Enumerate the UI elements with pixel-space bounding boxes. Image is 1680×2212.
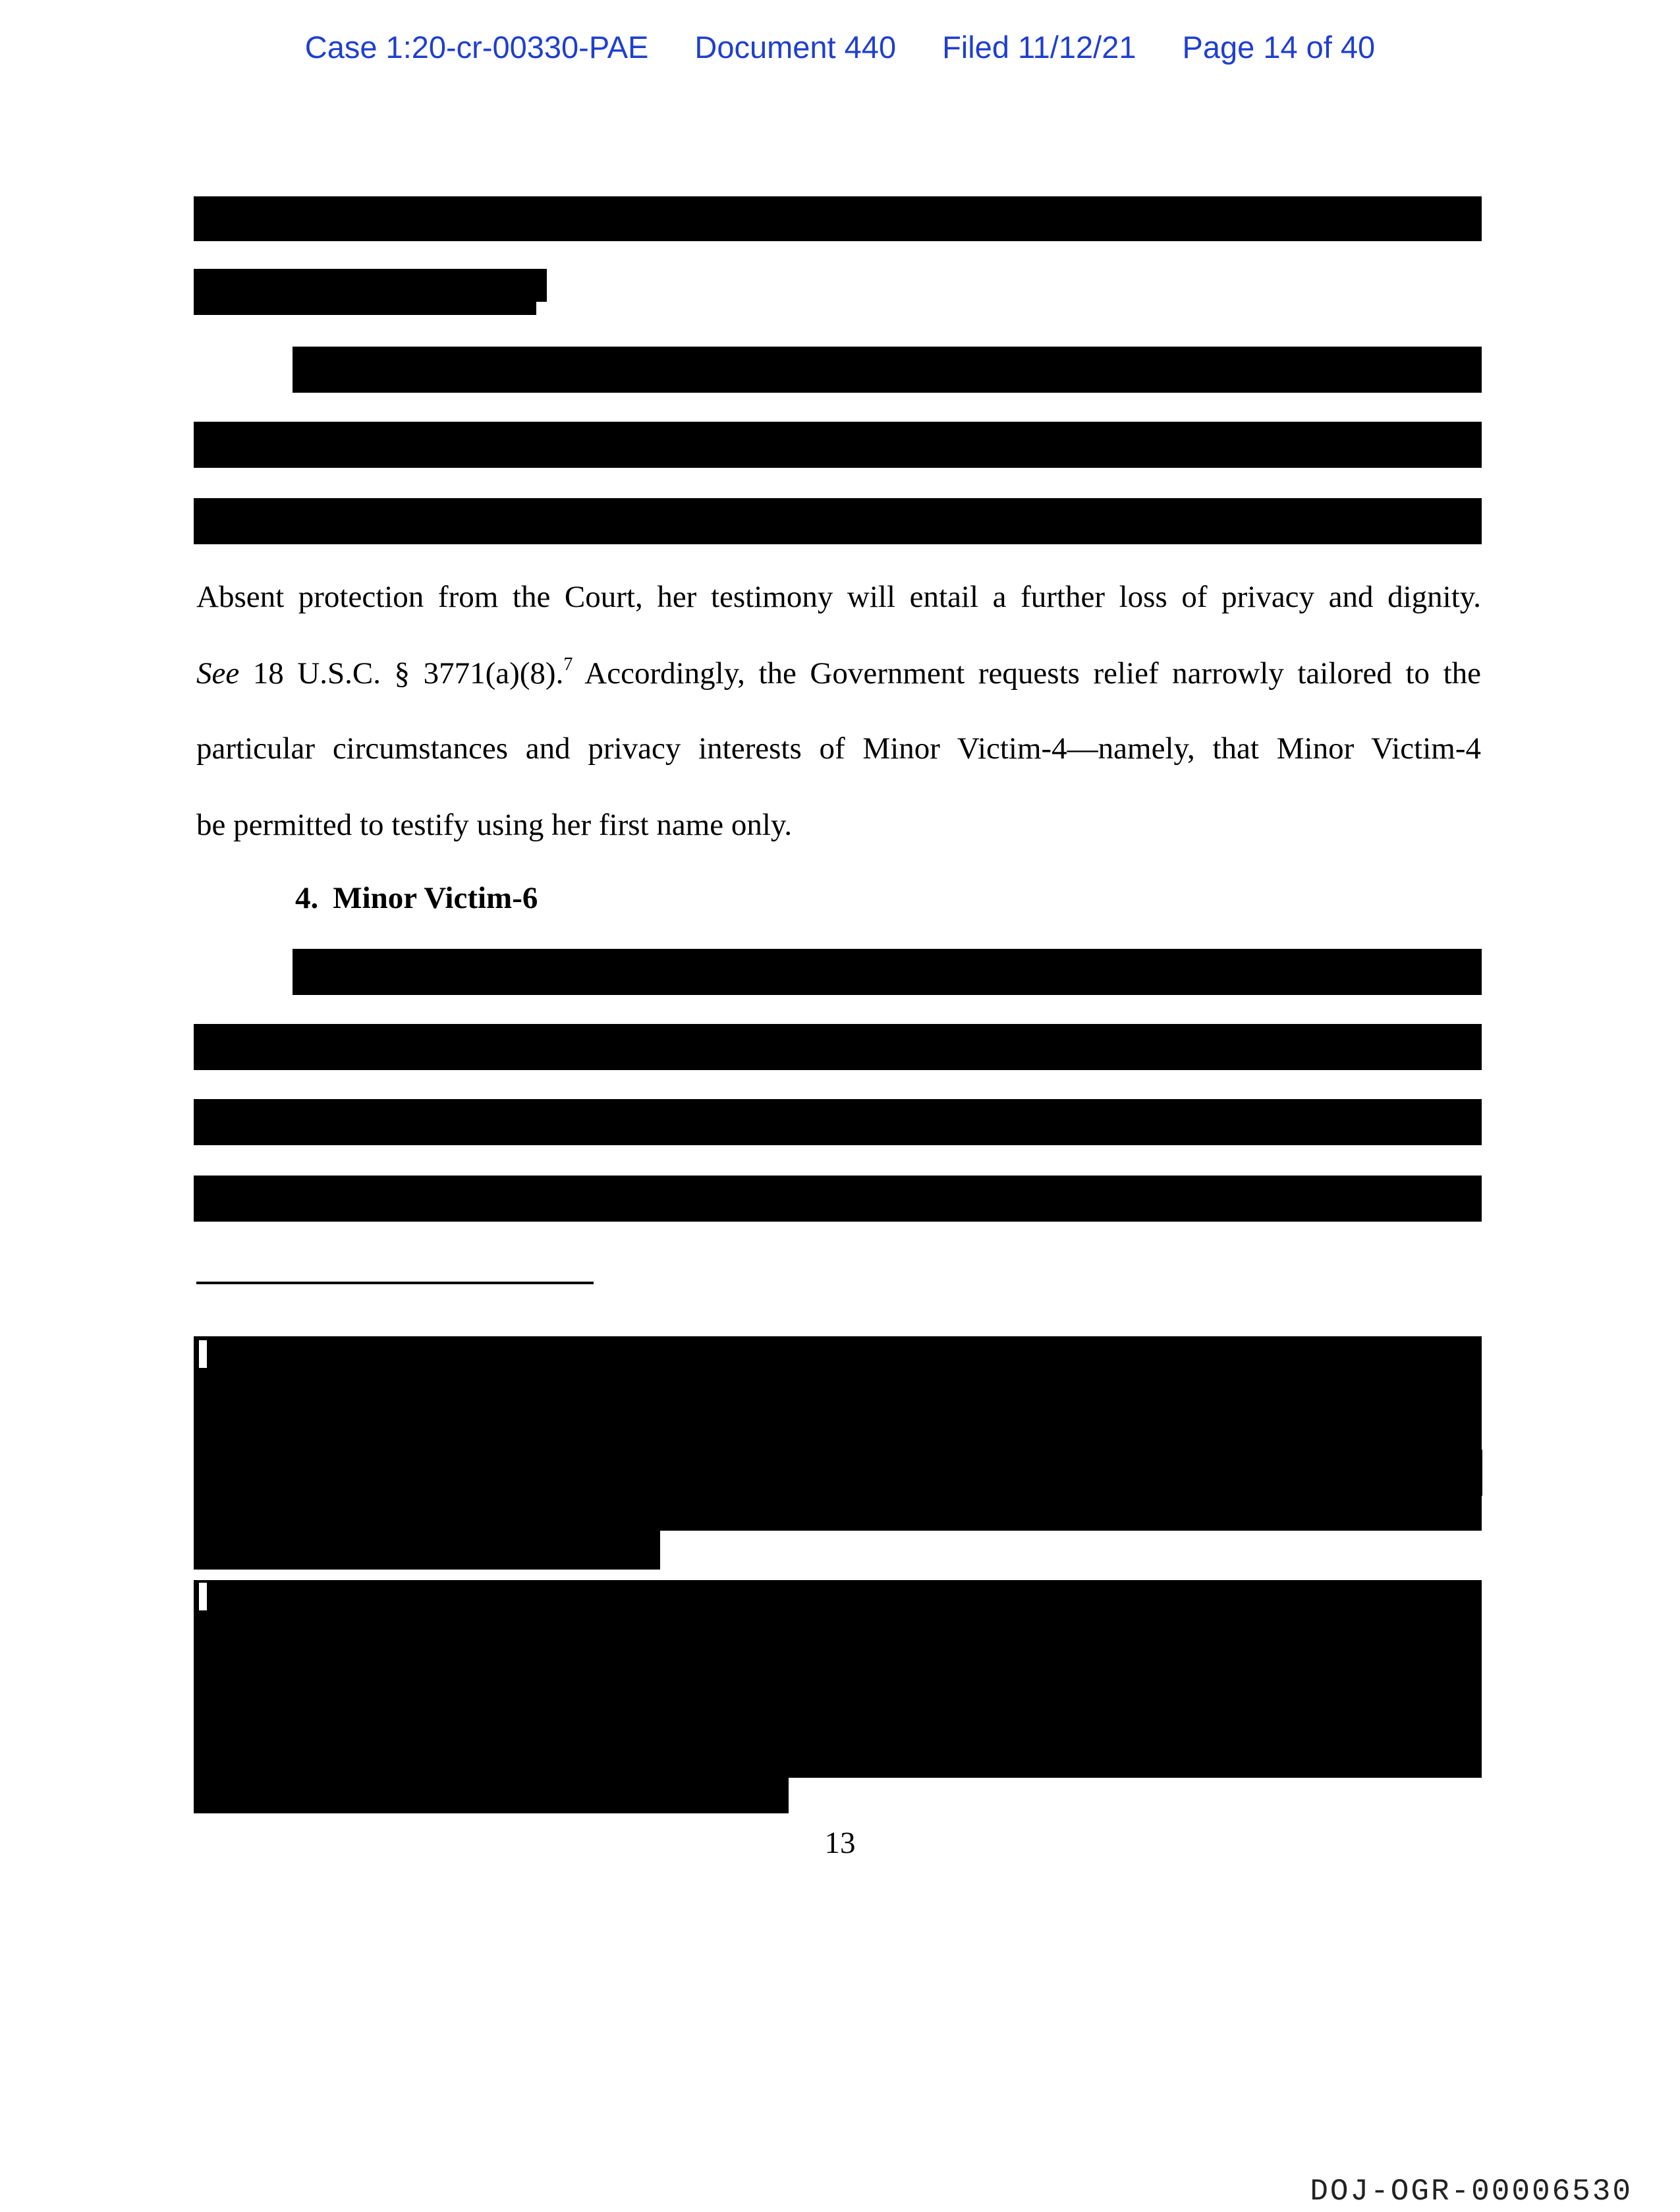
page-number: 13 — [824, 1826, 856, 1860]
footnote-marker — [196, 1580, 210, 1613]
section-heading — [295, 880, 538, 916]
case-number: Case 1:20-cr-00330-PAE — [304, 30, 649, 65]
footnote-redaction — [194, 1580, 1482, 1664]
citation-signal: See — [196, 656, 240, 691]
redaction-block — [194, 422, 1482, 468]
filed-date: Filed 11/12/21 — [942, 30, 1136, 65]
body-text: Accordingly, the Government requests relief narrowly tailored to the — [573, 656, 1481, 691]
body-text-line — [196, 654, 1481, 693]
bates-number: DOJ-OGR-00006530 — [1310, 2174, 1633, 2209]
footnote-redaction — [194, 1660, 1482, 1778]
redaction-block — [293, 949, 1482, 995]
body-text-line: Absent protection from the Court, her testimony will entail a further loss of privacy and dignity. — [196, 580, 1481, 614]
redaction-block — [293, 347, 1482, 393]
footnote-separator — [196, 1282, 594, 1284]
footnote-redaction — [194, 1529, 660, 1570]
footnote-marker — [196, 1338, 210, 1371]
section-number: 4. — [295, 881, 319, 915]
footnote-redaction — [194, 1336, 1482, 1531]
body-text-line: particular circumstances and privacy interests of Minor Victim-4—namely, that Minor Victim-4 — [196, 731, 1481, 766]
redaction-block — [194, 1024, 1482, 1070]
case-header — [0, 29, 1680, 65]
section-title: Minor Victim-6 — [333, 881, 538, 915]
redaction-block — [194, 1099, 1482, 1145]
redaction-block — [194, 196, 1482, 241]
redaction-block — [194, 498, 1482, 544]
redaction-block — [534, 269, 547, 302]
redaction-block — [194, 1176, 1482, 1222]
redaction-block — [194, 269, 536, 315]
body-text-line: be permitted to testify using her first name only. — [196, 808, 793, 842]
document-number: Document 440 — [694, 30, 897, 65]
page-count: Page 14 of 40 — [1182, 30, 1376, 65]
footnote-reference: 7 — [563, 654, 573, 675]
footnote-redaction — [194, 1772, 789, 1813]
statute-citation: 18 U.S.C. § 3771(a)(8). — [239, 656, 564, 691]
footnote-redaction — [1476, 1450, 1482, 1496]
